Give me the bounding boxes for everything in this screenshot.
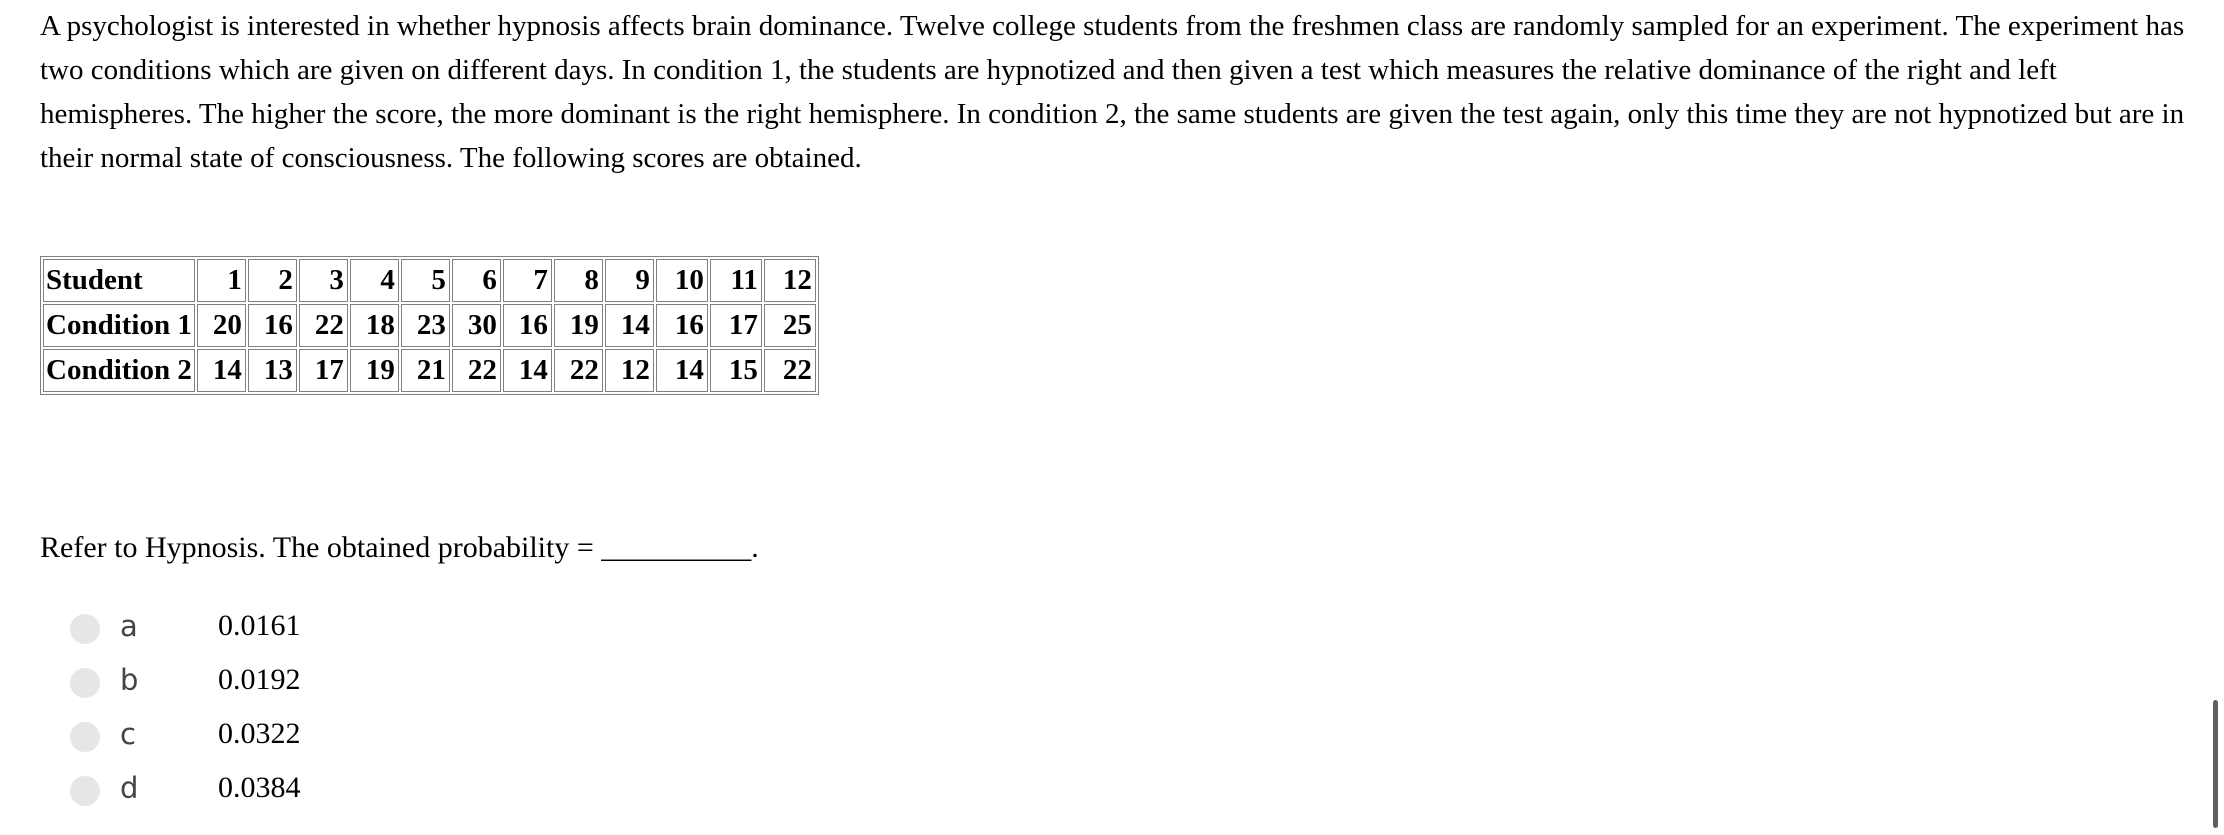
table-cell: 19 — [554, 304, 603, 347]
option-letter: a — [120, 609, 138, 643]
table-cell: 16 — [656, 304, 708, 347]
table-cell: 8 — [554, 259, 603, 302]
table-cell: 14 — [503, 349, 552, 392]
radio-button-a[interactable] — [70, 614, 100, 644]
row-label: Condition 2 — [43, 349, 195, 392]
table-cell: 16 — [503, 304, 552, 347]
table-row — [43, 304, 816, 347]
radio-button-d[interactable] — [70, 776, 100, 806]
table-cell: 30 — [452, 304, 501, 347]
row-label: Condition 1 — [43, 304, 195, 347]
question-text: A psychologist is interested in whether hypnosis affects brain dominance. Twelve college students from the freshmen class are randomly sampled for an experiment. The experiment has two conditions which are given on different days. In condition 1, the students are hypnotized and then given a test which measures the relative dominance of the right and left hemispheres. The higher the score, the more dominant is the right hemisphere. In condition 2, the same students are given the test again, only this time they are not hypnotized but are in their normal state of consciousness. The following scores are obtained. — [40, 10, 2185, 174]
option-value: 0.0192 — [218, 663, 301, 696]
table-cell: 7 — [503, 259, 552, 302]
table-cell: 21 — [401, 349, 450, 392]
table-cell: 20 — [197, 304, 246, 347]
table-cell: 17 — [710, 304, 762, 347]
table-row — [43, 259, 816, 302]
table-cell: 22 — [299, 304, 348, 347]
table-cell: 22 — [764, 349, 816, 392]
option-letter: d — [120, 771, 139, 805]
question-prompt: Refer to Hypnosis. The obtained probability = __________. — [40, 531, 759, 564]
table-cell: 14 — [656, 349, 708, 392]
option-d[interactable] — [70, 762, 470, 816]
option-value: 0.0384 — [218, 771, 301, 804]
table-cell: 18 — [350, 304, 399, 347]
table-cell: 16 — [248, 304, 297, 347]
option-value: 0.0322 — [218, 717, 301, 750]
table-cell: 10 — [656, 259, 708, 302]
table-cell: 4 — [350, 259, 399, 302]
table-cell: 11 — [710, 259, 762, 302]
scores-table — [40, 256, 819, 395]
table-cell: 15 — [710, 349, 762, 392]
table-cell: 17 — [299, 349, 348, 392]
option-a[interactable] — [70, 600, 470, 654]
table-cell: 13 — [248, 349, 297, 392]
table-cell: 9 — [605, 259, 654, 302]
option-b[interactable] — [70, 654, 470, 708]
option-value: 0.0161 — [218, 609, 301, 642]
table-cell: 12 — [764, 259, 816, 302]
option-letter: b — [120, 663, 139, 697]
table-cell: 25 — [764, 304, 816, 347]
table-cell: 22 — [554, 349, 603, 392]
table-cell: 5 — [401, 259, 450, 302]
row-label: Student — [43, 259, 195, 302]
radio-button-b[interactable] — [70, 668, 100, 698]
table-cell: 6 — [452, 259, 501, 302]
table-cell: 22 — [452, 349, 501, 392]
table-cell: 3 — [299, 259, 348, 302]
table-cell: 23 — [401, 304, 450, 347]
table-row — [43, 349, 816, 392]
table-cell: 12 — [605, 349, 654, 392]
table-cell: 14 — [605, 304, 654, 347]
radio-button-c[interactable] — [70, 722, 100, 752]
option-letter: c — [120, 717, 136, 751]
option-c[interactable] — [70, 708, 470, 762]
table-cell: 19 — [350, 349, 399, 392]
table-cell: 2 — [248, 259, 297, 302]
scrollbar-thumb[interactable] — [2213, 700, 2218, 828]
table-cell: 1 — [197, 259, 246, 302]
table-cell: 14 — [197, 349, 246, 392]
